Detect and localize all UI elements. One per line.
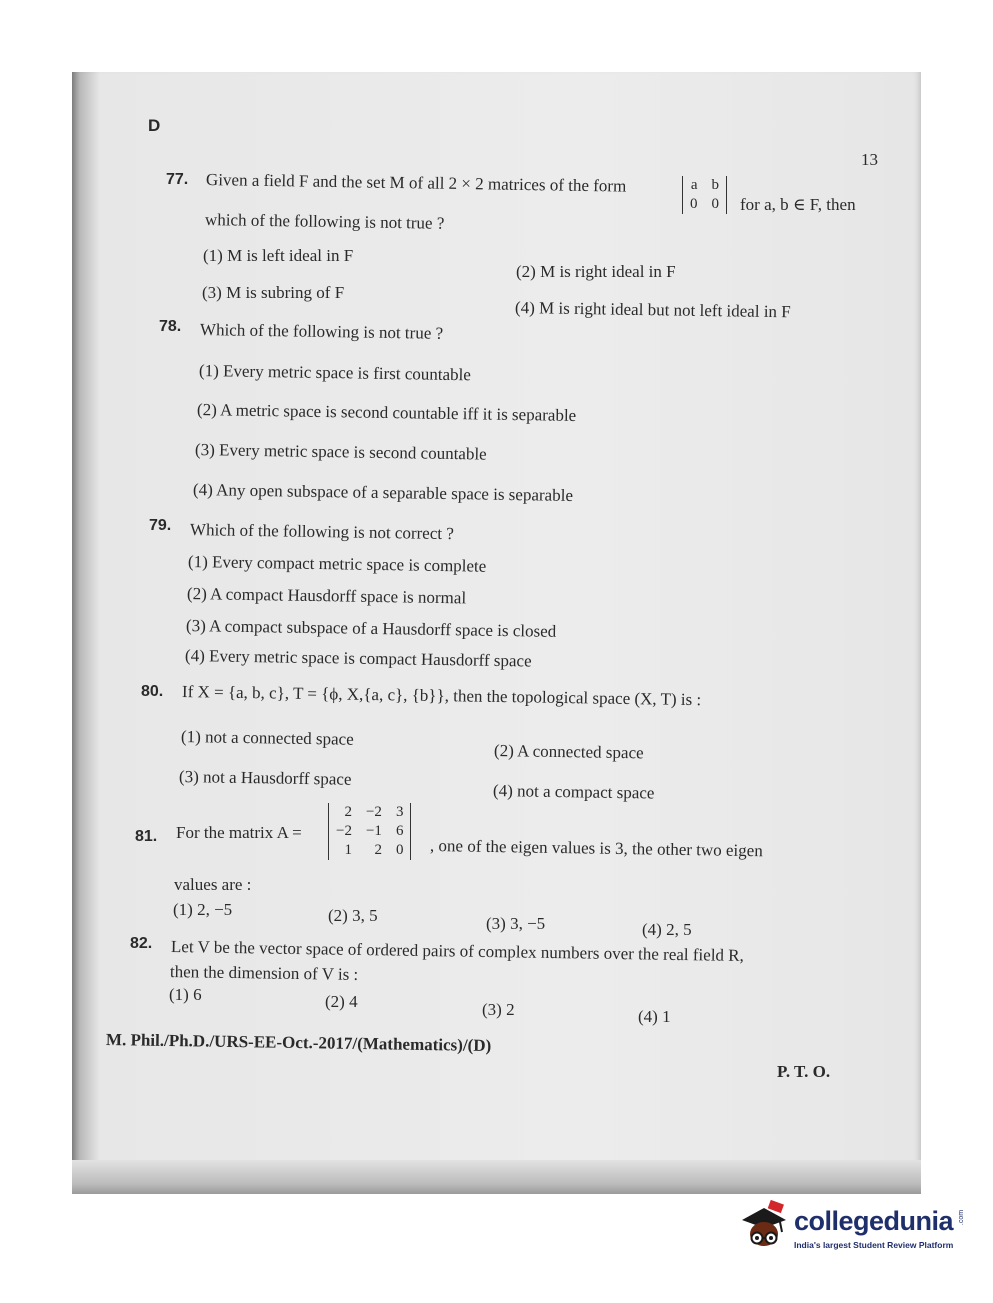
option: (4) Any open subspace of a separable space is separable	[192, 480, 574, 505]
pto-label: P. T. O.	[777, 1062, 831, 1081]
option: (4) Every metric space is compact Hausdorff space	[184, 646, 532, 671]
matrix-cell: −1	[365, 823, 382, 839]
option: (1) 6	[169, 985, 202, 1004]
question-text: for a, b ∈ F, then	[740, 195, 856, 214]
option: (3) 3, −5	[486, 914, 546, 933]
matrix-cell: 2	[344, 804, 352, 820]
option: (2) A compact Hausdorff space is normal	[186, 584, 467, 608]
matrix-cell: 2	[374, 842, 382, 858]
matrix-cell: 0	[711, 196, 719, 212]
question-text: values are :	[174, 875, 252, 894]
question-text: For the matrix A =	[176, 823, 302, 842]
matrix-cell: a	[690, 177, 698, 193]
collegedunia-logo[interactable]	[736, 1198, 966, 1258]
scan-shadow	[72, 1160, 921, 1194]
matrix-cell: 0	[395, 842, 404, 858]
question-text: Given a field F and the set M of all 2 × 2 matrices of the form	[205, 170, 627, 196]
question-text: If X = {a, b, c}, T = {ϕ, X,{a, c}, {b}}, then the topological space (X, T) is :	[181, 682, 702, 710]
option: (3) M is subring of F	[202, 283, 345, 302]
matrix-cell: −2	[365, 804, 382, 820]
option: (4) 2, 5	[642, 920, 692, 939]
matrix-cell: −2	[336, 823, 352, 839]
option: (3) 2	[482, 1000, 515, 1019]
matrix-cell: 3	[395, 804, 404, 820]
option: (4) M is right ideal but not left ideal in F	[514, 298, 791, 322]
matrix-cell: 1	[344, 842, 352, 858]
option: (1) M is left ideal in F	[203, 246, 354, 265]
option: (2) A connected space	[493, 741, 644, 763]
matrix-cell: b	[711, 177, 719, 193]
matrix-cell: 6	[395, 823, 404, 839]
question-number: 81.	[135, 828, 158, 845]
logo-wordmark: collegedunia	[794, 1206, 954, 1236]
question-number: 78.	[159, 318, 182, 335]
option: (2) 3, 5	[328, 906, 378, 925]
option: (2) 4	[325, 992, 358, 1011]
option: (3) Every metric space is second countable	[194, 440, 487, 464]
matrix	[682, 176, 727, 214]
option: (1) Every compact metric space is complete	[187, 552, 487, 576]
logo-tagline: India's largest Student Review Platform	[794, 1240, 954, 1250]
option: (4) not a compact space	[492, 781, 655, 803]
question-text: which of the following is not true ?	[204, 210, 445, 233]
matrix-cell: 0	[690, 196, 698, 212]
page-number: 13	[861, 150, 878, 169]
question-number: 80.	[141, 683, 164, 700]
question-number: 77.	[166, 171, 189, 188]
option: (2) M is right ideal in F	[516, 262, 676, 281]
question-number: 82.	[130, 935, 153, 952]
question-text: then the dimension of V is :	[169, 962, 359, 984]
option: (3) not a Hausdorff space	[178, 767, 352, 789]
question-text: , one of the eigen values is 3, the other two eigen	[429, 836, 763, 861]
question-text: Let V be the vector space of ordered pairs of complex numbers over the real field R,	[170, 937, 745, 965]
option: (1) 2, −5	[173, 900, 233, 919]
matrix	[328, 803, 411, 860]
option: (1) not a connected space	[180, 727, 354, 749]
question-text: Which of the following is not true ?	[199, 320, 444, 343]
question-text: Which of the following is not correct ?	[189, 520, 455, 544]
logo-suffix: .com	[958, 1209, 966, 1226]
option: (1) Every metric space is first countable	[198, 361, 472, 385]
option: (2) A metric space is second countable iff it is separable	[196, 400, 577, 425]
option: (4) 1	[638, 1007, 671, 1026]
exam-code: M. Phil./Ph.D./URS-EE-Oct.-2017/(Mathematics)/(D)	[105, 1030, 492, 1056]
option: (3) A compact subspace of a Hausdorff space is closed	[185, 616, 557, 641]
mascot-icon	[736, 1198, 792, 1254]
page-letter: D	[148, 116, 161, 135]
question-number: 79.	[149, 517, 172, 534]
